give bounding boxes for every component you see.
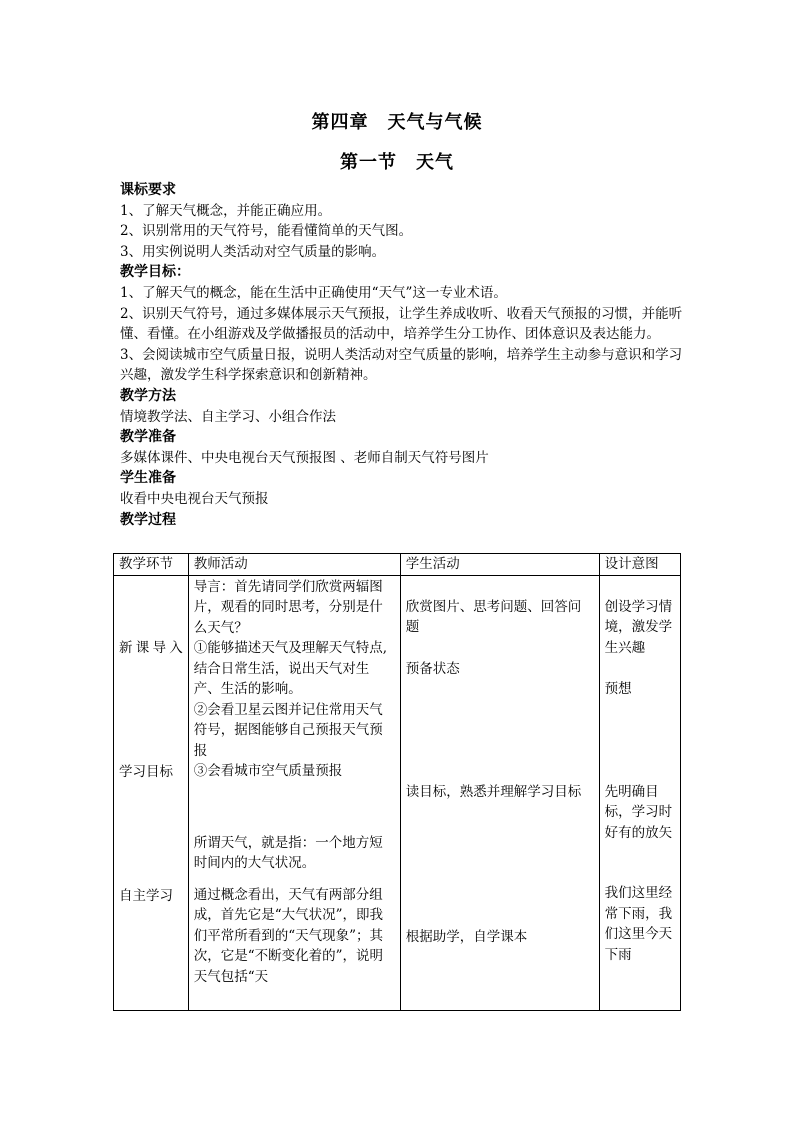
student-text: 欣赏图片、思考问题、回答问题: [405, 598, 582, 635]
column-header: 教学环节: [114, 554, 189, 576]
process-heading: 教学过程: [120, 511, 176, 528]
curriculum-item: 2、识别常用的天气符号，能看懂简单的天气图。: [120, 223, 413, 240]
objective-item: 1、了解天气的概念，能在生活中正确使用“天气”这一专业术语。: [120, 284, 507, 301]
methods-text: 情境教学法、自主学习、小组合作法: [120, 408, 336, 425]
teacher-activity-cell: [188, 575, 400, 1010]
section-title: 第一节 天气: [340, 152, 454, 173]
stage-cell: [114, 575, 189, 1010]
objective-item: 2、识别天气符号，通过多媒体展示天气预报，让学生养成收听、收看天气预报的习惯，并能听懂、看懂。在小组游戏及学做播报员的活动中，培养学生分工协作、团体意识及表达能力。: [120, 305, 683, 343]
teacher-text: ①能够描述天气及理解天气特点,结合日常生活，说出天气对生产、生活的影响。: [193, 640, 388, 697]
process-table: [113, 553, 681, 1011]
intent-text: 预想: [604, 681, 632, 697]
table-row: [114, 575, 681, 1010]
student-text: 预备状态: [405, 660, 460, 677]
chapter-title: 第四章 天气与气候: [311, 112, 483, 133]
teacher-text: 导言：首先请同学们欣赏两辐图片，观看的同时思考，分别是什么天气？: [193, 578, 383, 636]
stage-label: 自主学习: [119, 887, 173, 904]
methods-heading: 教学方法: [120, 387, 176, 404]
column-header: 教师活动: [188, 554, 400, 576]
student-prep-text: 收看中央电视台天气预报: [120, 490, 269, 507]
teacher-text: 所谓天气，就是指：一个地方短时间内的大气状况。: [193, 834, 383, 871]
teacher-text: 通过概念看出，天气有两部分组成，首先它是“大气状况”，即我们平常所看到的“天气现象”；其次，它是“不断变化着的”，说明天气包括“天: [193, 886, 384, 985]
teacher-prep-heading: 教学准备: [120, 429, 176, 446]
teacher-text: ②会看卫星云图并记住常用天气符号，据图能够自己预报天气预报: [193, 701, 383, 759]
stage-label: 新课导入: [119, 639, 183, 656]
table-header-row: [114, 554, 681, 576]
teacher-text: ③会看城市空气质量预报: [193, 763, 343, 779]
objectives-heading: 教学目标：: [120, 264, 190, 281]
teacher-prep-text: 多媒体课件、中央电视台天气预报图 、老师自制天气符号图片: [120, 449, 489, 466]
student-text: 读目标，熟悉并理解学习目标: [405, 784, 582, 800]
curriculum-item: 3、用实例说明人类活动对空气质量的影响。: [120, 243, 386, 260]
student-text: 根据助学，自学课本: [405, 928, 528, 945]
column-header: 设计意图: [599, 554, 680, 576]
objective-item: 3、会阅读城市空气质量日报，说明人类活动对空气质量的影响，培养学生主动参与意识和学习兴趣，激发学生科学探索意识和创新精神。: [120, 346, 683, 384]
curriculum-item: 1、了解天气概念，并能正确应用。: [120, 202, 332, 219]
curriculum-heading: 课标要求: [120, 182, 176, 198]
document-body: [120, 180, 685, 530]
intent-cell: [599, 575, 680, 1010]
stage-label: 学习目标: [119, 764, 173, 780]
student-activity-cell: [400, 575, 599, 1010]
intent-text: 先明确目标，学习时好有的放矢: [604, 783, 673, 841]
intent-text: 创设学习情境，激发学生兴趣: [604, 598, 673, 656]
column-header: 学生活动: [400, 554, 599, 576]
student-prep-heading: 学生准备: [120, 470, 176, 487]
intent-text: 我们这里经常下雨，我们这里今天下雨: [604, 885, 673, 963]
